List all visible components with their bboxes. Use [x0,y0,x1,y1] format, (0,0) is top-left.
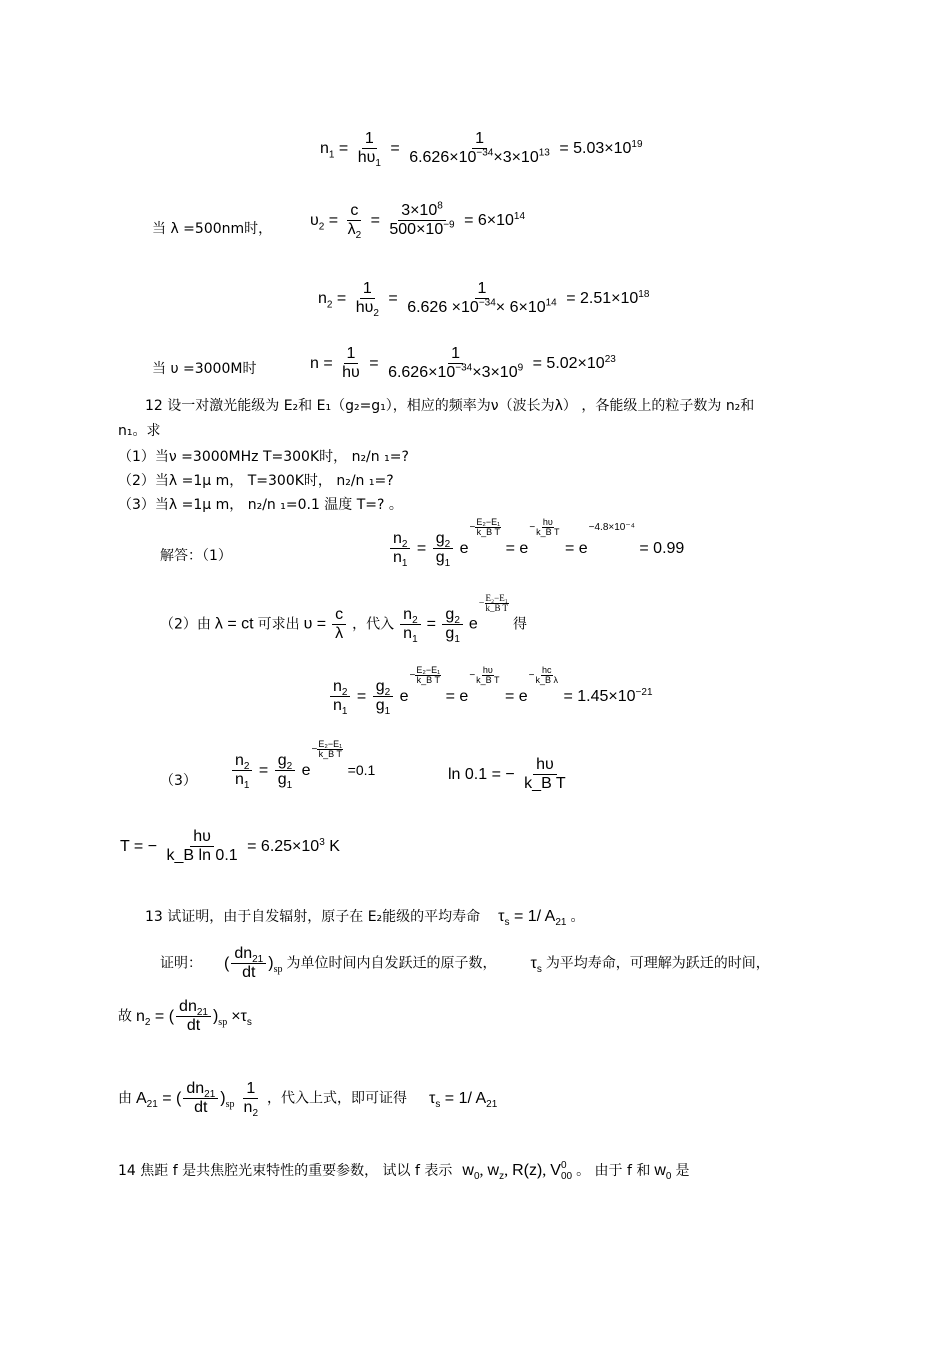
sup: 0 [560,1160,567,1171]
num: E₂−E₁ [485,593,508,603]
sub: 2 [384,687,391,699]
sup: 14 [545,298,557,310]
sub: sp [218,1016,228,1028]
w0: w [654,1162,666,1180]
den: g [435,549,445,567]
sub: s [246,1016,252,1028]
e: e [459,540,469,558]
unit: K [329,838,340,856]
den: × 6×10 [495,299,546,317]
equation-nu2: $\upsilon_2$ = $\frac{c}{\lambda_2}$ = $\frac{3\times 10^8}{500\times 10^{-9}}$ = $6\times 10^{14}$ [310,200,526,242]
rhs: = 1/ A [513,908,556,925]
text: ，代入上式，即可证得 [267,1090,407,1107]
fraction [386,202,457,240]
fraction [176,998,211,1036]
sub: 1 [412,634,418,646]
label: 故 [118,1008,132,1025]
den: λ [335,625,344,643]
answer1-label: 解答：（1） [160,548,232,564]
q12-item1: （1）当ν =3000MHz T=300K时， n₂/n ₁=? [118,449,409,465]
den: k_B λ [535,675,559,686]
den: 6.626 ×10 [407,299,479,317]
result: = 6.25×10 [247,838,320,856]
sup: −9 [443,220,455,232]
fraction [406,130,553,168]
result: = 2.51×10 [566,290,639,308]
sub: 21 [252,954,264,966]
num: c [332,606,346,625]
equals: = e [504,688,528,706]
sup: 9 [517,363,524,375]
num: E₂−E₁ [416,665,441,675]
fraction [339,345,363,383]
num: 1 [360,280,375,299]
label: 由 [118,1090,132,1107]
answer2-intro: （2）由 λ = ct 可求出 υ = $\frac{c}{\lambda}$ ，代入 $\frac{n_2}{n_1}$ = $\frac{g_2}{g_1}$ e− $\frac{\text{E₂−E₁}}{\text{k\_B T}}$ 得 [160,593,528,646]
sub: s [504,917,510,929]
ln-equation [448,756,571,794]
e: e [399,688,409,706]
result: = 5.02×10 [532,355,605,373]
num: g [445,606,455,623]
fraction [332,606,346,644]
den: hυ [355,299,374,317]
den: n [333,697,342,715]
q13 [145,906,585,929]
den: hυ [342,364,360,382]
fraction [183,1080,218,1118]
num: 1 [362,130,377,149]
den: ×3×10 [472,364,518,382]
den: 6.626×10 [388,364,456,382]
sup: 14 [513,210,526,222]
sup: 18 [638,288,650,300]
q14: 14 焦距 f 是共焦腔光束特性的重要参数， 试以 f 表示 $w_0$, $w_z$, R(z), V 0 00 。 由于 f 和 $w_0$ 是 [118,1160,690,1183]
rz: R(z) [512,1162,543,1180]
therefore-line: 故 $n_2$ = ( $\frac{dn_{21}}{dt}$ )$_{sp} \times\tau_s$ [118,998,252,1035]
num: 1 [243,1080,258,1099]
text: 13 试证明，由于自发辐射，原子在 E₂能级的平均寿命 [145,909,481,925]
var: n [318,290,327,308]
tau: τ [429,1089,436,1107]
sub: 2 [326,299,333,311]
num: 3×10 [401,202,438,219]
sub: 1 [401,558,408,570]
rhs: = 1/ A [444,1089,487,1107]
exponent: −4.8×10⁻⁴ [588,522,635,533]
e: e [301,762,311,780]
q12-item2: （2）当λ =1μ m， T=300K时， n₂/n ₁=? [118,473,394,489]
e: e [468,615,478,633]
exponent: − $\frac{\text{E₂−E₁}}{\text{k\_B T}}$ [311,739,343,760]
var: n [310,355,319,373]
equation-n2: $n_2$ = $\frac{1}{h\upsilon_2}$ = $\frac{1}{6.626 \times 10^{-34}\times 6\times 10^{14}}$ = $2.51\times 10^{18}$ [318,280,650,320]
text: 得 [513,616,528,633]
exponent: − $\frac{h\upsilon}{\text{k\_B T}}$ [529,517,560,538]
sub: 2 [355,230,362,242]
sub: z [499,1171,505,1183]
tau: τ [240,1007,247,1025]
den: k_B T [485,603,509,614]
fraction [164,828,241,866]
den: g [445,625,455,643]
num: 1 [475,280,490,299]
var: υ [310,212,319,230]
text: ，代入 [352,616,395,633]
fraction [433,530,453,568]
sub: 2 [252,1108,258,1120]
lhs: n [136,1007,145,1025]
den: dt [186,1017,201,1035]
fraction [400,606,420,644]
label: 证明： [160,955,202,972]
label: （2）由 [160,616,211,633]
equation-n: n = $\frac{1}{h\upsilon}$ = $\frac{1}{6.626\times 10^{-34}\times 3\times 10^9}$ = $5.02\times 10^{23}$ [310,345,616,382]
num: hc [542,665,552,675]
num: dn [234,945,253,962]
sup: −34 [478,298,496,310]
sub: sp [273,963,283,975]
sub: 2 [373,308,379,320]
sup: 13 [538,148,550,160]
answer3-label: （3） [160,773,197,789]
sub: 1 [243,780,250,792]
den: k_B T [524,775,566,793]
num: dn [179,998,197,1015]
condition-lambda: 当 λ =500nm时， [152,221,273,237]
equals: = ( [154,1007,175,1025]
sub: 2 [454,615,460,627]
num: n [403,606,413,623]
w0: w [462,1162,474,1180]
exponent: − $\frac{hc}{\text{k\_B λ}}$ [528,665,559,686]
relation: λ = ct [214,615,254,633]
value: =0.1 [347,762,376,779]
condition-nu: 当 υ =3000M时 [152,361,257,377]
from-a21-line: 由 $A_{21}$ = ( $\frac{dn_{21}}{dt}$ )$_{sp}$ $\frac{1}{n_2}$ ，代入上式，即可证得 $\tau_s = 1/$ $A_{21}$ [118,1080,498,1120]
num: n [393,530,402,547]
num: dn [186,1080,205,1097]
text: 可求出 [257,616,300,633]
sub: 1 [454,634,460,646]
equals: = e [445,688,469,706]
num: hυ [533,756,557,775]
fraction [232,752,252,790]
sub: 2 [286,761,293,773]
sub: 1 [384,706,391,718]
text: 。 [570,909,585,925]
fraction [241,1080,261,1118]
lhs: A [136,1089,147,1107]
den: k_B T [416,675,440,686]
num: hυ [542,517,553,527]
fraction [275,752,295,790]
num: g [375,678,385,695]
den: k_B ln 0.1 [166,847,238,865]
den: ×3×10 [493,149,539,167]
sub: 1 [286,780,293,792]
sub: 2 [144,1016,151,1028]
proof-line: 证明： ( $\frac{dn_{21}}{dt}$ )$_{sp}$ 为单位时间内自发跃迁的原子数， $\tau_s$ 为平均寿命，可理解为跃迁的时间， [160,945,770,982]
sub: 21 [204,1089,216,1101]
sup: 3 [319,836,325,848]
var: n [320,140,329,158]
sup: 19 [631,138,643,150]
exponent: − $\frac{\text{E₂−E₁}}{\text{k\_B T}}$ [469,517,501,538]
text: 为平均寿命，可理解为跃迁的时间， [545,955,770,972]
fraction [231,945,266,983]
exponent: − $\frac{\text{E₂−E₁}}{\text{k\_B T}}$ [409,665,441,686]
fraction [330,678,350,716]
tau: τ [530,954,537,972]
result: = 5.03×10 [559,140,632,158]
ln: ln 0.1 = − [448,766,515,784]
sub: 21 [555,917,567,929]
q12-line1: 12 设一对激光能级为 E₂和 E₁（g₂=g₁），相应的频率为ν（波长为λ） ，各能级上的粒子数为 n₂和 [145,398,755,414]
equation-n1: $n_1$ = $\frac{1}{h\upsilon_1}$ = $\frac{1}{6.626\times 10^{-34}\times 3\times 10^{13}}$ = $5.03\times 10^{19}$ [320,130,643,170]
sub: 1 [375,158,381,170]
sub: 1 [341,706,348,718]
answer3-equation: $\frac{n_2}{n_1}$ = $\frac{g_2}{g_1}$ e− $\frac{\text{E₂−E₁}}{\text{k\_B T}}$ =0.1 [230,752,375,790]
fraction [373,678,393,716]
sub: 1 [444,558,451,570]
sub: 21 [486,1098,498,1110]
sub: 0 [473,1171,480,1183]
num: 1 [448,345,463,364]
den: 500×10 [389,221,444,239]
sup: 23 [604,353,616,365]
sub: 00 [560,1171,573,1182]
fraction [355,130,384,168]
equals: = e [505,540,529,558]
sub: s [435,1098,441,1110]
num: 1 [344,345,359,364]
answer1-equation: $\frac{n_2}{n_1}$ = $\frac{g_2}{g_1}$ e− $\frac{\text{E₂−E₁}}{\text{k\_B T}}$ = e− $\frac{h\upsilon}{\text{k\_B T}}$ = e−4.8×10⁻⁴ = 0.99 [388,530,684,568]
sub: 2 [341,687,348,699]
sub: 0 [665,1171,672,1183]
den: k_B T [536,527,560,538]
result: = 1.45×10 [563,688,636,706]
sub: sp [225,1098,235,1110]
fraction [345,202,365,240]
den: k_B T [318,749,342,760]
sup: −21 [635,686,653,698]
sub: 1 [328,149,335,161]
num: 1 [472,130,487,149]
sub: 2 [243,761,250,773]
den: hυ [357,149,376,167]
exponent: − $\frac{h\upsilon}{\text{k\_B T}}$ [469,665,500,686]
temperature-equation [120,828,340,866]
sub: 2 [412,615,418,627]
num: hυ [482,665,493,675]
den: n [393,549,402,567]
num: g [277,752,287,769]
times: × [231,1007,241,1025]
fraction [442,606,462,644]
result: = 0.99 [639,540,685,558]
fraction [390,530,410,568]
text: 。 由于 f 和 [576,1163,651,1180]
sub: 2 [401,539,408,551]
equals: = ( [162,1089,182,1107]
lhs: T = − [120,838,158,856]
sub: 2 [318,221,325,233]
sub: 21 [146,1098,158,1110]
text: 是 [675,1163,690,1180]
answer2-equation: $\frac{n_2}{n_1}$ = $\frac{g_2}{g_1}$ e− $\frac{\text{E₂−E₁}}{\text{k\_B T}}$ = e− $\frac{h\upsilon}{\text{k\_B T}}$ = e− $\frac{hc}{\text{k\_B λ}}$ = $1.45\times 10^{-21}$ [328,678,653,716]
den: g [375,697,385,715]
num: n [333,678,342,695]
den: n [403,625,413,643]
v: V [550,1162,561,1180]
den: n [243,1099,253,1117]
wz: w [487,1162,500,1180]
num: E₂−E₁ [476,517,501,527]
num: c [347,202,361,221]
den: dt [194,1099,208,1117]
sub: s [536,963,542,975]
sup: 8 [437,200,443,212]
text: 为单位时间内自发跃迁的原子数， [286,955,497,972]
result: = 6×10 [464,212,514,230]
fraction [404,280,560,318]
den: g [277,771,287,789]
den: k_B T [476,675,500,686]
den: λ [347,221,356,239]
q12-item3: （3）当λ =1μ m， n₂/n ₁=0.1 温度 T=? 。 [118,497,403,513]
den: n [235,771,244,789]
fraction [385,345,526,383]
den: 6.626×10 [409,149,477,167]
fraction [521,756,569,794]
equals: = e [564,540,588,558]
q12-line2: n₁。求 [118,423,161,439]
exponent: − $\frac{\text{E₂−E₁}}{\text{k\_B T}}$ [478,593,509,614]
num: E₂−E₁ [318,739,343,749]
tau: τ [498,908,505,925]
sup: −34 [455,363,473,375]
fraction [353,280,382,318]
num: g [435,530,445,547]
num: hυ [190,828,214,847]
den: dt [242,964,256,982]
sub: 2 [444,539,451,551]
nu-eq: υ = [303,615,327,633]
sup: −34 [476,148,494,160]
num: n [235,752,244,769]
text: 14 焦距 f 是共焦腔光束特性的重要参数， 试以 f 表示 [118,1163,453,1180]
den: k_B T [476,527,500,538]
sub: 21 [196,1007,208,1019]
